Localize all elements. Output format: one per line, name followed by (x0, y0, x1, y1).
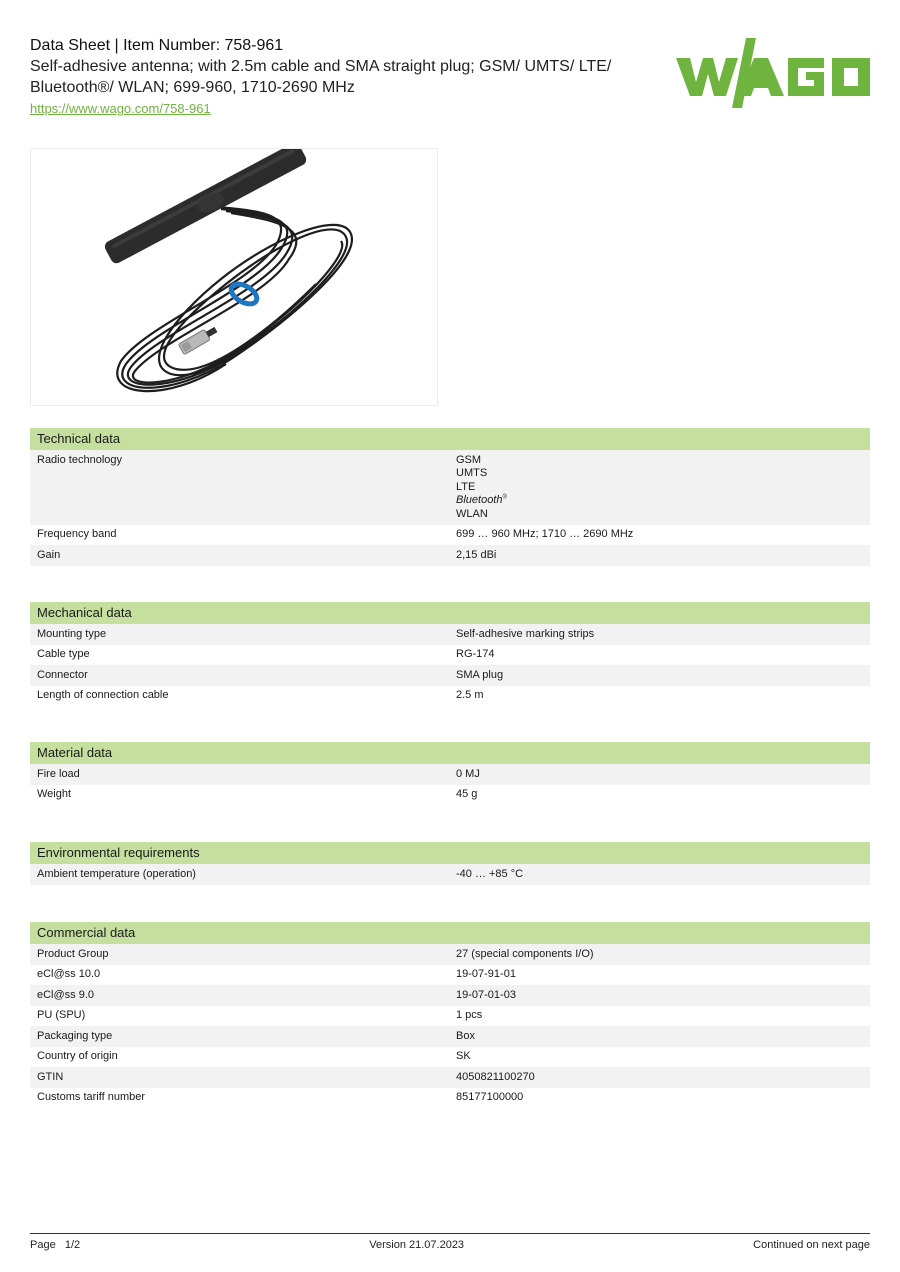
row-value: 2.5 m (456, 689, 484, 701)
table-row (30, 1067, 870, 1088)
wago-logo (676, 38, 870, 110)
row-value-list (450, 454, 870, 522)
row-value: SMA plug (456, 668, 504, 681)
row-label: Customs tariff number (37, 1091, 146, 1103)
row-label: Length of connection cable (37, 689, 169, 701)
radio-value-bluetooth (456, 494, 870, 508)
row-label: Ambient temperature (operation) (37, 867, 196, 880)
row-label: Frequency band (37, 528, 117, 540)
section-heading: Environmental requirements (30, 842, 870, 864)
row-label: Radio technology (37, 453, 123, 466)
document-subtitle-line1: Self-adhesive antenna; with 2.5m cable and SMA straight plug; GSM/ UMTS/ LTE/ (30, 58, 612, 75)
environmental-section (30, 842, 870, 885)
document-subtitle-line2: Bluetooth®/ WLAN; 699-960, 1710-2690 MHz (30, 79, 355, 96)
table-row (30, 985, 870, 1006)
technical-data-section (30, 428, 870, 566)
table-row (30, 686, 870, 707)
table-row (30, 864, 870, 885)
row-label: Weight (37, 788, 72, 800)
table-row (30, 1026, 870, 1047)
table-row (30, 450, 870, 525)
table-row (30, 785, 870, 806)
mechanical-data-section (30, 602, 870, 706)
table-row (30, 645, 870, 666)
radio-value: WLAN (456, 507, 488, 520)
version-label: Version 21.07.2023 (369, 1239, 465, 1251)
row-value: 0 MJ (456, 767, 480, 780)
row-value: 45 g (456, 788, 478, 800)
row-value: 1 pcs (456, 1009, 483, 1021)
row-label: eCl@ss 10.0 (37, 968, 101, 980)
table-row (30, 525, 870, 546)
table-row (30, 545, 870, 566)
row-label: Mounting type (37, 627, 107, 640)
row-label: Gain (37, 548, 61, 561)
row-value: 699 … 960 MHz; 1710 … 2690 MHz (456, 528, 634, 540)
table-row (30, 965, 870, 986)
row-value: 2,15 dBi (456, 548, 497, 561)
radio-value: Bluetooth (456, 494, 503, 506)
row-value: 85177100000 (456, 1091, 524, 1103)
row-value: RG-174 (456, 648, 495, 660)
table-row (30, 944, 870, 965)
radio-value: GSM (456, 453, 482, 466)
page-number: Page 1/2 (30, 1239, 81, 1251)
row-label: Fire load (37, 767, 80, 780)
row-label: GTIN (37, 1070, 64, 1083)
continued-label: Continued on next page (753, 1239, 870, 1251)
row-label: Product Group (37, 947, 109, 960)
section-heading: Commercial data (30, 922, 870, 944)
section-heading: Material data (30, 742, 870, 764)
row-label: eCl@ss 9.0 (37, 988, 95, 1001)
section-heading: Mechanical data (30, 602, 870, 624)
row-label: Country of origin (37, 1050, 118, 1062)
table-row (30, 1006, 870, 1027)
table-row (30, 665, 870, 686)
row-value: 19-07-91-01 (456, 968, 516, 980)
antenna-illustration (31, 149, 439, 407)
wago-logo-graphic (676, 38, 870, 110)
row-value: 4050821100270 (456, 1070, 535, 1083)
registered-mark: ® (502, 494, 507, 501)
table-row (30, 764, 870, 785)
row-value: Self-adhesive marking strips (456, 627, 595, 640)
product-link[interactable]: https://www.wago.com/758-961 (30, 101, 211, 116)
row-value: Box (456, 1029, 475, 1042)
row-label: Connector (37, 668, 88, 681)
row-label: Cable type (37, 648, 90, 660)
wago-logo-text: WAGO (676, 38, 680, 39)
material-data-section (30, 742, 870, 805)
radio-value: UMTS (456, 467, 488, 479)
commercial-data-section (30, 922, 870, 1108)
section-heading: Technical data (30, 428, 870, 450)
document-title: Data Sheet | Item Number: 758-961 (30, 37, 284, 54)
row-value: -40 … +85 °C (456, 867, 524, 880)
row-value: 19-07-01-03 (456, 988, 516, 1001)
document-header (30, 36, 650, 118)
radio-value: LTE (456, 480, 476, 493)
table-row (30, 1088, 870, 1109)
page-footer (30, 1233, 870, 1251)
row-label: Packaging type (37, 1029, 113, 1042)
table-row (30, 624, 870, 645)
row-value: SK (456, 1050, 471, 1062)
product-image (30, 148, 438, 406)
table-row (30, 1047, 870, 1068)
row-value: 27 (special components I/O) (456, 947, 594, 960)
row-label: PU (SPU) (37, 1009, 86, 1021)
